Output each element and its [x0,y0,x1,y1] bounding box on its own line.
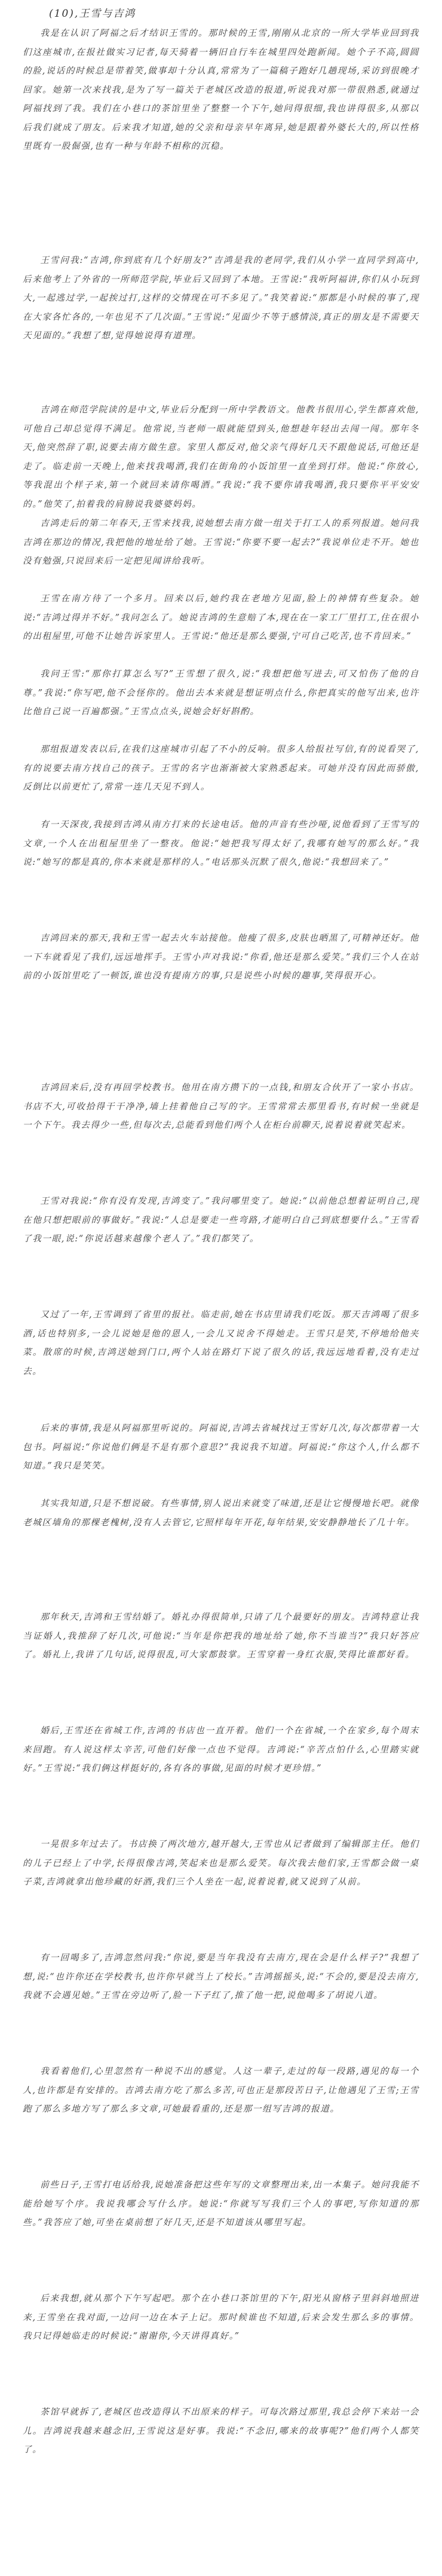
paragraph: 婚后,王雪还在省城工作,吉鸿的书店也一直开着。他们一个在省城,一个在家乡,每个周末来回跑。有人说这样太辛苦,可他们好像一点也不觉得。吉鸿说:“辛苦点怕什么,心里踏实就好。”王雪说:“我们俩这样挺好的,各有各的事做,见面的时候才更珍惜。” [23,1726,419,1773]
paragraph: 王雪对我说:“你有没有发现,吉鸿变了。”我问哪里变了。她说:“以前他总想着证明自己,现在他只想把眼前的事做好。”我说:“人总是要走一些弯路,才能明白自己到底想要什么。”王雪看了我一眼,说:“你说话越来越像个老人了。”我们都笑了。 [23,1196,419,1244]
paragraph: 那组报道发表以后,在我们这座城市引起了不小的反响。很多人给报社写信,有的说看哭了,有的说要去南方找自己的孩子。王雪的名字也渐渐被大家熟悉起来。可她并没有因此而骄傲,反倒比以前更忙了,常常一连几天见不到人。 [23,744,419,792]
paragraph: 后来我想,就从那个下午写起吧。那个在小巷口茶馆里的下午,阳光从窗格子里斜斜地照进来,王雪坐在我对面,一边问一边在本子上记。那时候谁也不知道,后来会发生那么多的事情。我只记得她临走的时候说:“谢谢你,今天讲得真好。” [23,2293,419,2341]
paragraph: 有一回喝多了,吉鸿忽然问我:“你说,要是当年我没有去南方,现在会是什么样子?”我想了想,说:“也许你还在学校教书,也许你早就当上了校长。”吉鸿摇摇头,说:“不会的,要是没去南方,我就不会遇见她。”王雪在旁边听了,脸一下子红了,推了他一把,说他喝多了胡说八道。 [23,1953,419,2000]
paragraph: 吉鸿回来后,没有再回学校教书。他用在南方攒下的一点钱,和朋友合伙开了一家小书店。书店不大,可收拾得干干净净,墙上挂着他自己写的字。王雪常常去那里看书,有时候一坐就是一个下午。我去得少一些,但每次去,总能看到他们两个人在柜台前聊天,说着说着就笑起来。 [23,1082,419,1130]
paragraph: 吉鸿走后的第二年春天,王雪来找我,说她想去南方做一组关于打工人的系列报道。她问我吉鸿在那边的情况,我把他的地址给了她。王雪说:“你要不要一起去?”我说单位走不开。她也没有勉强,只说回来后一定把见闻讲给我听。 [23,518,419,566]
paragraph: 吉鸿回来的那天,我和王雪一起去火车站接他。他瘦了很多,皮肤也晒黑了,可精神还好。他一下车就看见了我们,远远地挥手。王雪小声对我说:“你看,他还是那么爱笑。”我们三个人在站前的小饭馆里吃了一顿饭,谁也没有提南方的事,只是说些小时候的趣事,笑得很开心。 [23,933,419,981]
paragraph: 吉鸿在师范学院读的是中文,毕业后分配到一所中学教语文。他教书很用心,学生都喜欢他,可他自己却总觉得不满足。他常说,当老师一眼就能望到头,他想趁年轻出去闯一闯。那年冬天,他突然辞了职,说要去南方做生意。家里人都反对,他父亲气得好几天不跟他说话,可他还是走了。临走前一天晚上,他来找我喝酒,我们在街角的小饭馆里一直坐到打烊。他说:“你放心,等我混出个样子来,第一个就回来请你喝酒。”我说:“我不要你请我喝酒,我只要你平平安安的。”他笑了,拍着我的肩膀说我婆婆妈妈。 [23,405,419,509]
chapter-title: (10),王雪与吉鸿 [49,8,136,20]
paragraph: 茶馆早就拆了,老城区也改造得认不出原来的样子。可每次路过那里,我总会停下来站一会儿。吉鸿说我越来越念旧,王雪说这是好事。我说:“不念旧,哪来的故事呢?”他们两个人都笑了。 [23,2407,419,2455]
paragraph: 王雪在南方待了一个多月。回来以后,她约我在老地方见面,脸上的神情有些复杂。她说:“吉鸿过得并不好。”我问怎么了。她说吉鸿的生意赔了本,现在在一家工厂里打工,住在很小的出租屋里,可他不让她告诉家里人。王雪说:“他还是那么要强,宁可自己吃苦,也不肯回来。” [23,593,419,641]
paragraph: 后来的事情,我是从阿福那里听说的。阿福说,吉鸿去省城找过王雪好几次,每次都带着一大包书。阿福说:“你说他们俩是不是有那个意思?”我说我不知道。阿福说:“你这个人,什么都不知道。”我只是笑笑。 [23,1423,419,1471]
paragraph: 其实我知道,只是不想说破。有些事情,别人说出来就变了味道,还是让它慢慢地长吧。就像老城区墙角的那棵老槐树,没有人去管它,它照样每年开花,每年结果,安安静静地长了几十年。 [23,1498,419,1528]
paragraph: 王雪问我:“吉鸿,你到底有几个好朋友?”吉鸿是我的老同学,我们从小学一直同学到高中,后来他考上了外省的一所师范学院,毕业后又回到了本地。王雪说:“我听阿福讲,你们从小玩到大,一起逃过学,一起挨过打,这样的交情现在可不多见了。”我笑着说:“那都是小时候的事了,现在大家各忙各的,一年也见不了几次面。”王雪说:“见面少不等于感情淡,真正的朋友是不需要天天见面的。”我想了想,觉得她说得有道理。 [23,255,419,341]
paragraph: 我看着他们,心里忽然有一种说不出的感觉。人这一辈子,走过的每一段路,遇见的每一个人,也许都是有安排的。吉鸿去南方吃了那么多苦,可也正是那段苦日子,让他遇见了王雪;王雪跑了那么多地方写了那么多文章,可她最看重的,还是那一组写吉鸿的报道。 [23,2066,419,2114]
paragraph: 前些日子,王雪打电话给我,说她准备把这些年写的文章整理出来,出一本集子。她问我能不能给她写个序。我说我哪会写什么序。她说:“你就写写我们三个人的事吧,写你知道的那些。”我答应了她,可坐在桌前想了好几天,还是不知道该从哪里写起。 [23,2180,419,2228]
paragraph: 有一天深夜,我接到吉鸿从南方打来的长途电话。他的声音有些沙哑,说他看到了王雪写的文章,一个人在出租屋里坐了一整夜。他说:“她把我写得太好了,我哪有她写的那么好。”我说:“她写的都是真的,你本来就是那样的人。”电话那头沉默了很久,他说:“我想回来了。” [23,819,419,867]
paragraph: 那年秋天,吉鸿和王雪结婚了。婚礼办得很简单,只请了几个最要好的朋友。吉鸿特意让我当证婚人,我推辞了好几次,可他说:“当年是你把我的地址给了她,你不当谁当?”我只好答应了。婚礼上,我讲了几句话,说得很乱,可大家都鼓掌。王雪穿着一身红衣服,笑得比谁都好看。 [23,1612,419,1660]
paragraph: 我是在认识了阿福之后才结识王雪的。那时候的王雪,刚刚从北京的一所大学毕业回到我们这座城市,在报社做实习记者,每天骑着一辆旧自行车在城里四处跑新闻。她个子不高,圆圆的脸,说话的时候总是带着笑,做事却十分认真,常常为了一篇稿子跑好几趟现场,采访到很晚才回家。她第一次来找我,是为了写一篇关于老城区改造的报道,听说我对那一带很熟悉,就通过阿福找到了我。我们在小巷口的茶馆里坐了整整一个下午,她问得很细,我也讲得很多,从那以后我们就成了朋友。后来我才知道,她的父亲和母亲早年离异,她是跟着外婆长大的,所以性格里既有一股倔强,也有一种与年龄不相称的沉稳。 [23,28,419,151]
paragraph: 我问王雪:“那你打算怎么写?”王雪想了很久,说:“我想把他写进去,可又怕伤了他的自尊。”我说:“你写吧,他不会怪你的。他出去本来就是想证明点什么,你把真实的他写出来,也许比他自己说一百遍都强。”王雪点点头,说她会好好斟酌。 [23,669,419,717]
paragraph: 一晃很多年过去了。书店换了两次地方,越开越大,王雪也从记者做到了编辑部主任。他们的儿子已经上了中学,长得很像吉鸿,笑起来也是那么爱笑。每次我去他们家,王雪都会做一桌子菜,吉鸿就拿出他珍藏的好酒,我们三个人坐在一起,说着说着,就又说到了从前。 [23,1839,419,1887]
paragraph: 又过了一年,王雪调到了省里的报社。临走前,她在书店里请我们吃饭。那天吉鸿喝了很多酒,话也特别多,一会儿说她是他的恩人,一会儿又说舍不得她走。王雪只是笑,不停地给他夹菜。散席的时候,吉鸿送她到门口,两个人站在路灯下说了很久的话,我远远地看着,没有走过去。 [23,1310,419,1376]
